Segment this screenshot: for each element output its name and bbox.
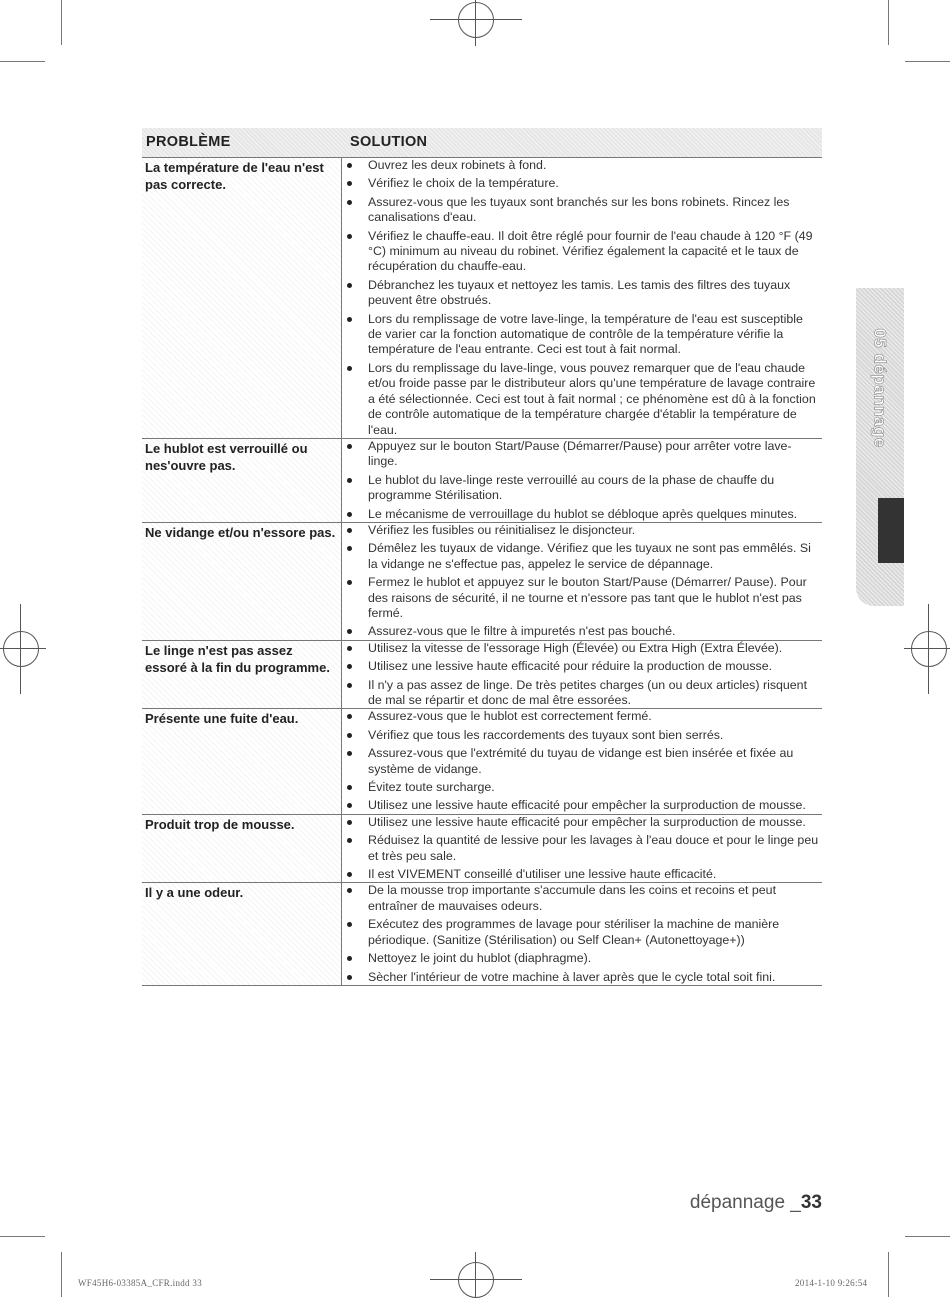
bullet-icon: [347, 478, 352, 483]
crop-mark: [888, 0, 889, 45]
header-solution: SOLUTION: [350, 134, 428, 150]
solution-cell: [342, 158, 822, 438]
solution-item: Assurez-vous que le hublot est correctement fermé.: [342, 709, 820, 724]
solution-item: Utilisez une lessive haute efficacité pour empêcher la surproduction de mousse.: [342, 815, 820, 830]
header-problem: PROBLÈME: [146, 134, 231, 150]
solution-item: Ouvrez les deux robinets à fond.: [342, 158, 820, 173]
table-row: [142, 709, 822, 814]
table-header: [142, 128, 822, 158]
bullet-icon: [347, 629, 352, 634]
table-row: [142, 439, 822, 523]
page-number: 33: [800, 1192, 822, 1213]
problem-cell: Présente une fuite d'eau.: [142, 709, 342, 813]
chapter-side-tab: [856, 288, 904, 606]
bullet-icon: [347, 664, 352, 669]
solution-item: Le mécanisme de verrouillage du hublot se débloque après quelques minutes.: [342, 507, 820, 522]
solution-item: Lors du remplissage de votre lave-linge, la température de l'eau est susceptible de varier car la fonction automatique de contrôle de la température vérifie la température de l'eau entrante. Ceci est tout à fait normal.: [342, 312, 820, 358]
crop-mark: [61, 1252, 62, 1297]
problem-cell: Le linge n'est pas assez essoré à la fin du programme.: [142, 641, 342, 709]
bullet-icon: [347, 283, 352, 288]
bullet-icon: [347, 975, 352, 980]
bullet-icon: [347, 803, 352, 808]
crop-mark: [0, 1236, 45, 1237]
bullet-icon: [347, 181, 352, 186]
solution-item: Nettoyez le joint du hublot (diaphragme).: [342, 951, 820, 966]
solution-cell: [342, 815, 822, 883]
solution-cell: [342, 709, 822, 813]
troubleshooting-table: [142, 128, 822, 986]
solution-item: Vérifiez que tous les raccordements des tuyaux sont bien serrés.: [342, 728, 820, 743]
solution-cell: [342, 641, 822, 709]
solution-item: Utilisez une lessive haute efficacité pour réduire la production de mousse.: [342, 659, 820, 674]
bullet-icon: [347, 956, 352, 961]
chapter-tab-label: 05 dépannage: [871, 328, 890, 448]
solution-item: Assurez-vous que le filtre à impuretés n'est pas bouché.: [342, 624, 820, 639]
bullet-icon: [347, 163, 352, 168]
table-row: [142, 815, 822, 884]
bullet-icon: [347, 872, 352, 877]
bullet-icon: [347, 444, 352, 449]
bullet-icon: [347, 366, 352, 371]
problem-cell: La température de l'eau n'est pas correcte.: [142, 158, 342, 438]
bullet-icon: [347, 838, 352, 843]
bullet-icon: [347, 820, 352, 825]
bullet-icon: [347, 528, 352, 533]
solution-cell: [342, 883, 822, 984]
table-row: [142, 158, 822, 439]
solution-item: Le hublot du lave-linge reste verrouillé au cours de la phase de chauffe du programme Stérilisation.: [342, 473, 820, 504]
solution-item: Vérifiez le chauffe-eau. Il doit être réglé pour fournir de l'eau chaude à 120 °F (49 °C) minimum au niveau du robinet. Vérifiez également la capacité et le taux de récupération du chauffe-eau.: [342, 229, 820, 275]
bullet-icon: [347, 733, 352, 738]
bullet-icon: [347, 512, 352, 517]
crop-mark: [888, 1252, 889, 1297]
bullet-icon: [347, 646, 352, 651]
problem-cell: Le hublot est verrouillé ou nes'ouvre pas.: [142, 439, 342, 522]
solution-item: Utilisez une lessive haute efficacité pour empêcher la surproduction de mousse.: [342, 798, 820, 813]
footer-section: dépannage _: [689, 1192, 801, 1213]
bullet-icon: [347, 317, 352, 322]
solution-item: Réduisez la quantité de lessive pour les lavages à l'eau douce et pour le linge peu et très peu sale.: [342, 833, 820, 864]
solution-item: Sècher l'intérieur de votre machine à laver après que le cycle total soit fini.: [342, 970, 820, 985]
solution-item: Appuyez sur le bouton Start/Pause (Démarrer/Pause) pour arrêter votre lave-linge.: [342, 439, 820, 470]
bullet-icon: [347, 714, 352, 719]
table-row: [142, 641, 822, 710]
solution-cell: [342, 523, 822, 640]
solution-item: Utilisez la vitesse de l'essorage High (Élevée) ou Extra High (Extra Élevée).: [342, 641, 820, 656]
solution-item: Évitez toute surcharge.: [342, 780, 820, 795]
solution-item: Fermez le hublot et appuyez sur le bouton Start/Pause (Démarrer/ Pause). Pour des raisons de sécurité, il ne tourne et n'essore pas tant que le hublot n'est pas fermé.: [342, 575, 820, 621]
bullet-icon: [347, 683, 352, 688]
bullet-icon: [347, 200, 352, 205]
solution-item: Exécutez des programmes de lavage pour stériliser la machine de manière périodique. (Sanitize (Stérilisation) ou Self Clean+ (Autonettoyage+)): [342, 917, 820, 948]
bullet-icon: [347, 546, 352, 551]
crop-mark: [905, 61, 950, 62]
bullet-icon: [347, 580, 352, 585]
table-row: [142, 523, 822, 641]
crop-mark: [905, 1236, 950, 1237]
solution-item: Assurez-vous que les tuyaux sont branchés sur les bons robinets. Rincez les canalisations d'eau.: [342, 195, 820, 226]
slug-timestamp: 2014-1-10 9:26:54: [795, 1278, 868, 1288]
bullet-icon: [347, 888, 352, 893]
page-footer: [690, 1192, 822, 1214]
chapter-tab-marker: [878, 498, 904, 563]
problem-cell: Produit trop de mousse.: [142, 815, 342, 883]
solution-item: Démêlez les tuyaux de vidange. Vérifiez que les tuyaux ne sont pas emmêlés. Si la vidange ne s'effectue pas, appelez le service de dépannage.: [342, 541, 820, 572]
problem-cell: Ne vidange et/ou n'essore pas.: [142, 523, 342, 640]
bullet-icon: [347, 922, 352, 927]
bullet-icon: [347, 234, 352, 239]
solution-item: Vérifiez le choix de la température.: [342, 176, 820, 191]
bullet-icon: [347, 785, 352, 790]
solution-cell: [342, 439, 822, 522]
solution-item: Vérifiez les fusibles ou réinitialisez le disjoncteur.: [342, 523, 820, 538]
bullet-icon: [347, 751, 352, 756]
table-row: [142, 883, 822, 985]
solution-item: De la mousse trop importante s'accumule dans les coins et recoins et peut entraîner de mauvaises odeurs.: [342, 883, 820, 914]
solution-item: Débranchez les tuyaux et nettoyez les tamis. Les tamis des filtres des tuyaux peuvent être obstrués.: [342, 278, 820, 309]
solution-item: Assurez-vous que l'extrémité du tuyau de vidange est bien insérée et fixée au système de vidange.: [342, 746, 820, 777]
solution-item: Il est VIVEMENT conseillé d'utiliser une lessive haute efficacité.: [342, 867, 820, 882]
crop-mark: [0, 61, 45, 62]
slug-file: WF45H6-03385A_CFR.indd 33: [78, 1278, 203, 1288]
problem-cell: Il y a une odeur.: [142, 883, 342, 984]
solution-item: Lors du remplissage du lave-linge, vous pouvez remarquer que de l'eau chaude et/ou froide passe par le distributeur alors qu'une température de lavage contraire a été sélectionnée. Ceci est tout à fait normal ; ce phénomène est dû à la fonction de contrôle automatique de la température chargée d'établir la température de l'eau.: [342, 361, 820, 438]
solution-item: Il n'y a pas assez de linge. De très petites charges (un ou deux articles) risquent de mal se répartir et donc de mal être essorées.: [342, 678, 820, 709]
crop-mark: [61, 0, 62, 45]
